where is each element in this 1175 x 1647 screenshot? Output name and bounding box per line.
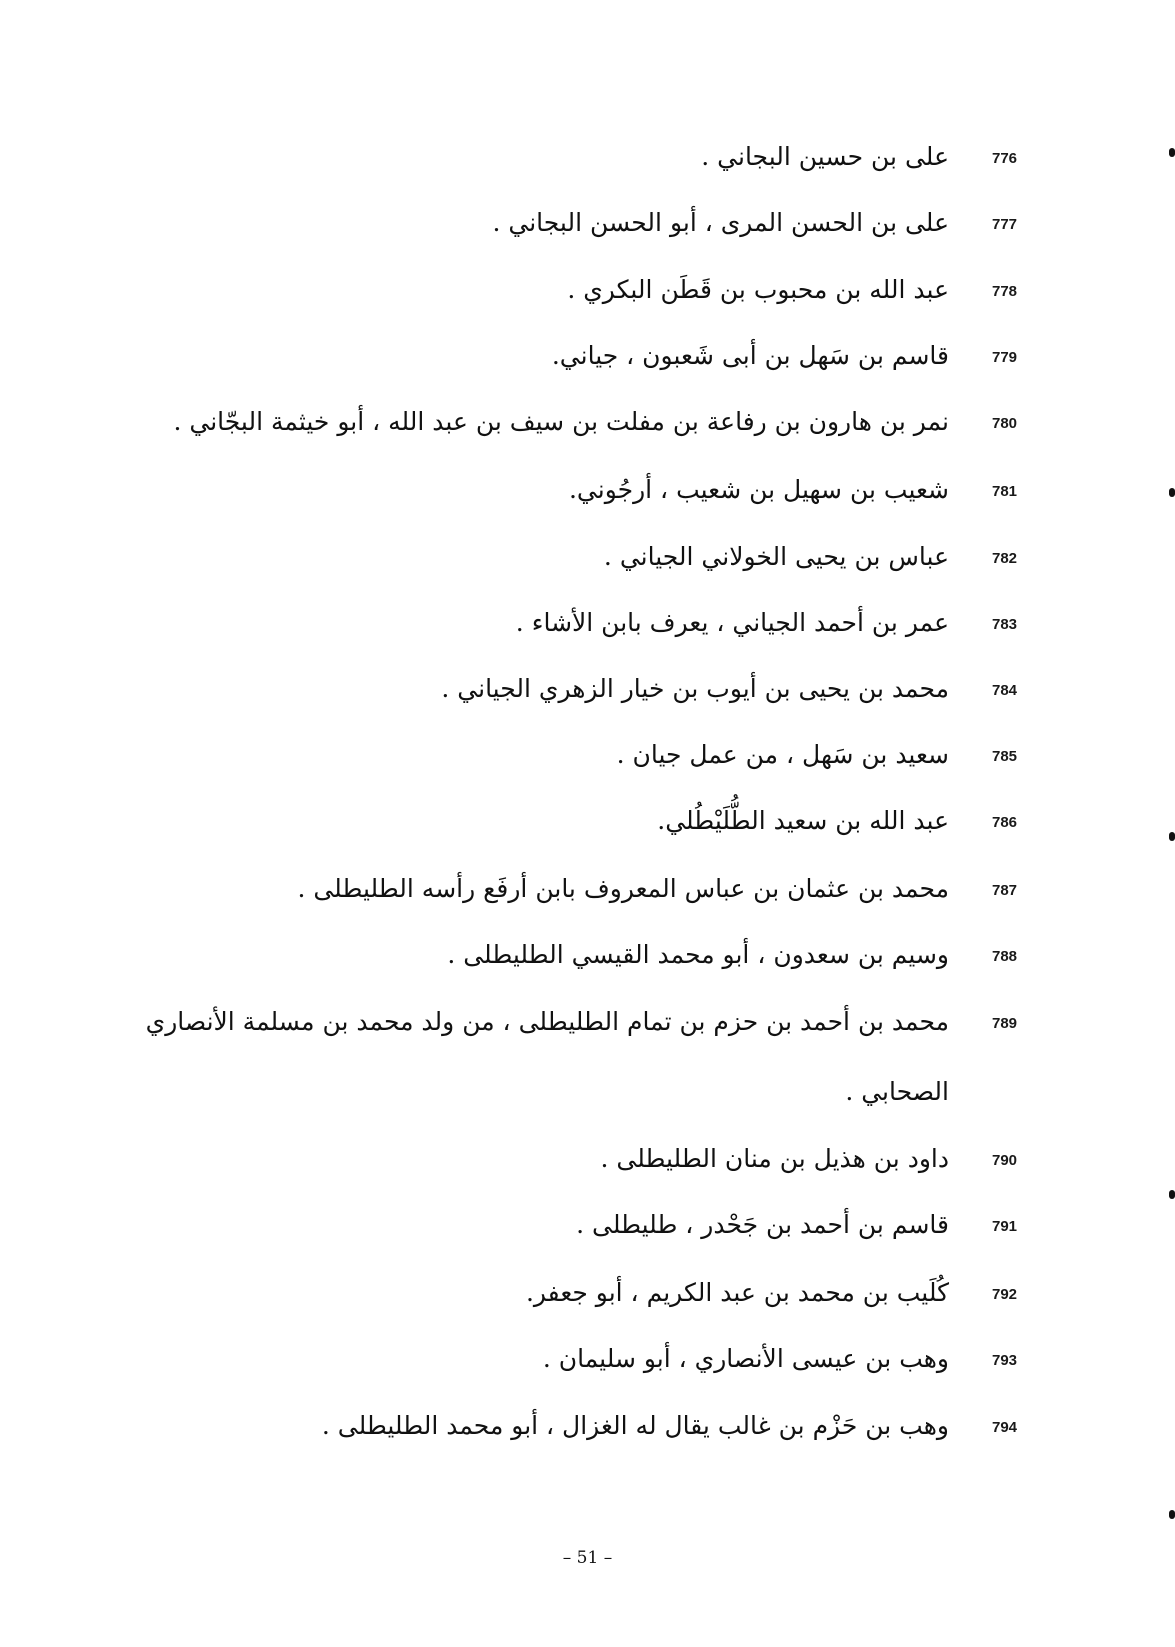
entry-text: قاسم بن سَهل بن أبى شَعبون ، جياني.: [551, 341, 949, 370]
entry-number: 776: [992, 150, 1018, 167]
entry-row: [0, 1411, 1175, 1477]
entry-text: قاسم بن أحمد بن جَحْدر ، طليطلى .: [576, 1210, 949, 1239]
entry-row: [0, 940, 1175, 1006]
entry-text: عباس بن يحيى الخولاني الجياني .: [603, 542, 949, 571]
entry-number: 792: [992, 1286, 1018, 1303]
entry-text: وهب بن حَزْم بن غالب يقال له الغزال ، أبو محمد الطليطلى .: [321, 1411, 949, 1440]
entry-number: 793: [992, 1352, 1018, 1369]
entry-row: [0, 740, 1175, 806]
entry-text: سعيد بن سَهل ، من عمل جيان .: [616, 740, 949, 769]
entry-row: [0, 407, 1175, 473]
scan-mark: [1169, 1190, 1175, 1199]
entry-number: 788: [992, 948, 1018, 965]
entry-row: [0, 874, 1175, 940]
entry-text-continuation: الصحابي .: [845, 1077, 949, 1106]
scan-mark: [1169, 832, 1175, 841]
entry-number: 785: [992, 748, 1018, 765]
entry-text: عبد الله بن سعيد الطُّلَيْطُلي.: [657, 806, 949, 835]
entry-number: 787: [992, 882, 1018, 899]
entry-row: [0, 1144, 1175, 1210]
entry-row: [0, 542, 1175, 608]
page-number: – 51 –: [562, 1548, 613, 1568]
entry-number: 779: [992, 349, 1018, 366]
entry-text: عبد الله بن محبوب بن قَطَن البكري .: [567, 275, 949, 304]
entry-number: 783: [992, 616, 1018, 633]
entry-number: 786: [992, 814, 1018, 831]
entry-text: وهب بن عيسى الأنصاري ، أبو سليمان .: [542, 1344, 949, 1373]
entry-text: محمد بن أحمد بن حزم بن تمام الطليطلى ، من ولد محمد بن مسلمة الأنصاري: [145, 1007, 949, 1036]
entry-text: كُلَيب بن محمد بن عبد الكريم ، أبو جعفر.: [525, 1278, 949, 1307]
entry-row: [0, 1007, 1175, 1073]
entry-text: وسيم بن سعدون ، أبو محمد القيسي الطليطلى .: [447, 940, 949, 969]
entry-row: [0, 1210, 1175, 1276]
entry-number: 780: [992, 415, 1018, 432]
entry-number: 781: [992, 483, 1018, 500]
entry-row: [0, 341, 1175, 407]
entry-text: نمر بن هارون بن رفاعة بن مفلت بن سيف بن عبد الله ، أبو خيثمة البجّاني .: [173, 407, 949, 436]
entry-number: 794: [992, 1419, 1018, 1436]
scan-mark: [1169, 488, 1175, 497]
entry-row: [0, 275, 1175, 341]
entry-row: [0, 674, 1175, 740]
entry-row: [0, 806, 1175, 872]
entry-text: داود بن هذيل بن منان الطليطلى .: [600, 1144, 949, 1173]
entry-text: محمد بن يحيى بن أيوب بن خيار الزهري الجياني .: [441, 674, 949, 703]
entry-number: 784: [992, 682, 1018, 699]
entry-row: [0, 142, 1175, 208]
entry-text: على بن حسين البجاني .: [701, 142, 949, 171]
scan-mark: [1169, 1510, 1175, 1519]
entry-row: [0, 1278, 1175, 1344]
scan-mark: [1169, 148, 1175, 157]
entry-row: [0, 475, 1175, 541]
entry-row: [0, 1344, 1175, 1410]
entry-number: 789: [992, 1015, 1018, 1032]
entry-text: على بن الحسن المرى ، أبو الحسن البجاني .: [492, 208, 949, 237]
entry-number: 777: [992, 216, 1018, 233]
entry-row: [0, 208, 1175, 274]
entry-text: شعيب بن سهيل بن شعيب ، أرجُوني.: [568, 475, 949, 504]
entry-number: 790: [992, 1152, 1018, 1169]
entry-number: 791: [992, 1218, 1018, 1235]
entry-number: 778: [992, 283, 1018, 300]
entry-number: 782: [992, 550, 1018, 567]
entry-row: [0, 608, 1175, 674]
entry-text: محمد بن عثمان بن عباس المعروف بابن أرفَع رأسه الطليطلى .: [297, 874, 949, 903]
entry-text: عمر بن أحمد الجياني ، يعرف بابن الأشاء .: [515, 608, 949, 637]
